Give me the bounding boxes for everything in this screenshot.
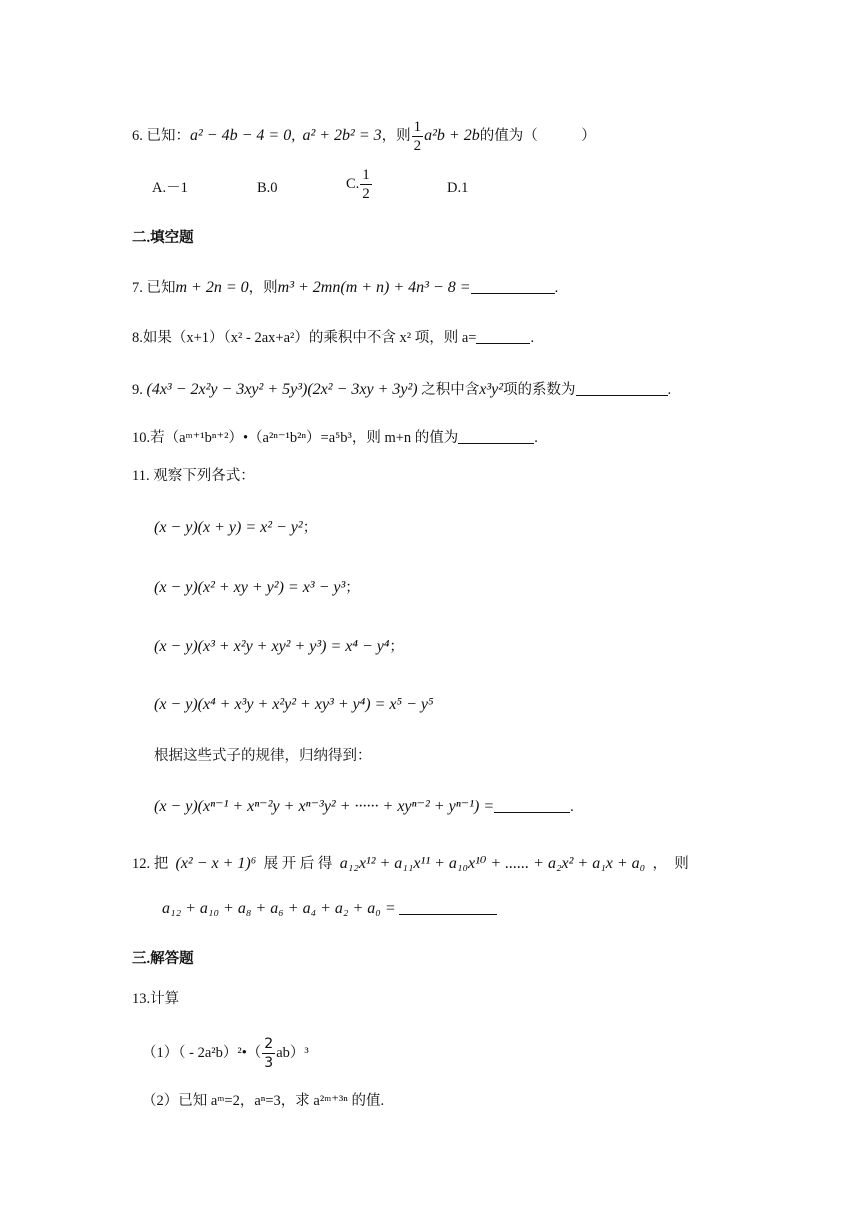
q11-eq2-line	[154, 578, 360, 598]
q6-fraction: $\frac{1}{2}$	[413, 119, 422, 154]
q8-text: 8.如果（x+1）（x² - 2ax+a²）的乘积中不含 x² 项，则 a=	[132, 330, 477, 346]
q11-title: 11. 观察下列各式：	[132, 468, 255, 484]
q6-option-c-fraction: $\frac{1}{2}$	[362, 167, 370, 202]
q9-term: x³y²	[479, 381, 504, 398]
q6-expr: a²b + 2b	[424, 126, 480, 144]
q11-eq1: (x − y)(x + y) = x² − y²	[154, 519, 303, 536]
q6-option-b: B.0	[257, 180, 278, 196]
q6-suffix: 的值为（ ）	[479, 127, 596, 144]
q9-expr: (4x³ − 2x²y − 3xy² + 5y³)(2x² − 3xy + 3y²)	[146, 381, 418, 398]
section-2-heading: 二.填空题	[132, 230, 194, 246]
q11-eq3: (x − y)(x³ + x²y + xy² + y³) = x⁴ − y⁴	[154, 638, 390, 655]
q13-part1-line	[142, 1035, 309, 1072]
q6-option-c-line	[346, 166, 373, 203]
q6-line	[132, 118, 596, 155]
q9-mid: 之积中含	[421, 382, 480, 398]
q11-answer-blank[interactable]	[494, 798, 570, 813]
q8-answer-blank[interactable]	[476, 329, 530, 344]
q12-then: ， 则	[652, 856, 689, 872]
q12-sum: a₁₂ + a₁₀ + a₈ + a₆ + a₄ + a₂ + a₀ =	[162, 900, 396, 917]
q10-end: .	[534, 430, 538, 446]
q6-mid: ，则	[381, 127, 411, 144]
q9-answer-blank[interactable]	[576, 381, 668, 396]
q11-sep: ；	[302, 520, 318, 536]
q11-general: (x − y)(xⁿ⁻¹ + xⁿ⁻²y + xⁿ⁻³y² + ······ + xyⁿ⁻² + yⁿ⁻¹) =	[154, 798, 495, 815]
q11-eq1-line	[154, 518, 317, 538]
q11-eq2: (x − y)(x² + xy + y²) = x³ − y³	[154, 579, 346, 596]
q11-general-line	[154, 797, 574, 817]
q6-option-a: A.－1	[152, 180, 188, 196]
q6-option-d-line	[447, 178, 468, 198]
q11-eq4: (x − y)(x⁴ + x³y + x²y² + xy³ + y⁴) = x⁵ − y⁵	[154, 696, 434, 713]
q6-cond-a: a² − 4b − 4 = 0,	[190, 126, 296, 144]
q7-line	[132, 278, 558, 298]
q10-text: 10.若（aᵐ⁺¹bⁿ⁺²）•（a²ⁿ⁻¹b²ⁿ）=a⁵b³，则 m+n 的值为	[132, 430, 459, 446]
q13-part1-fraction: $\frac{2}{3}$	[264, 1036, 274, 1071]
q6-option-d: D.1	[447, 180, 469, 196]
q11-end: .	[570, 799, 574, 815]
q7-prefix: 7. 已知	[132, 280, 176, 296]
q13-part2: （2）已知 aᵐ=2，aⁿ=3，求 a²ᵐ⁺³ⁿ 的值.	[142, 1093, 385, 1109]
q7-expr: m³ + 2mn(m + n) + 4n³ − 8 =	[277, 279, 471, 296]
q11-eq4-line	[154, 695, 434, 715]
q13-part1-prefix: （1）（ - 2a²b）²•（	[142, 1044, 262, 1061]
q9-num: 9.	[132, 382, 143, 398]
q10-line	[132, 428, 538, 448]
q11-sep: ；	[389, 639, 404, 655]
q9-end: .	[667, 382, 672, 398]
q6-options	[152, 178, 188, 198]
q7-answer-blank[interactable]	[471, 279, 555, 294]
q9-line	[132, 380, 671, 400]
q12-answer-blank[interactable]	[399, 900, 497, 915]
q13-title: 13.计算	[132, 991, 180, 1007]
q11-eq3-line	[154, 637, 404, 657]
q7-end: .	[554, 280, 559, 296]
q7-cond: m + 2n = 0	[175, 279, 249, 296]
q6-option-c-prefix: C.	[346, 175, 360, 192]
q6-prefix: 6. 已知：	[132, 127, 190, 144]
q6-cond-b: a² + 2b² = 3	[302, 126, 382, 144]
q12-sum-line	[162, 899, 497, 919]
q12-prefix: 12. 把	[132, 856, 169, 872]
q12-expr: (x² − x + 1)⁶	[175, 855, 257, 872]
q8-line	[132, 328, 534, 348]
q11-sep: ；	[345, 580, 360, 596]
q12-mid: 展 开 后 得	[263, 856, 333, 872]
q9-suffix: 项的系数为	[503, 382, 576, 398]
q11-summary: 根据这些式子的规律，归纳得到：	[154, 748, 372, 764]
q13-part1-suffix: ab）³	[276, 1044, 309, 1061]
q6-option-b-line	[257, 178, 278, 198]
section-3-heading: 三.解答题	[132, 951, 194, 967]
q7-mid: ，则	[248, 280, 278, 296]
q12-line	[132, 854, 689, 874]
q12-expansion: a₁₂x¹² + a₁₁x¹¹ + a₁₀x¹⁰ + ...... + a₂x² + a₁x + a₀	[339, 855, 646, 872]
q8-end: .	[530, 330, 535, 346]
q10-answer-blank[interactable]	[458, 429, 534, 444]
